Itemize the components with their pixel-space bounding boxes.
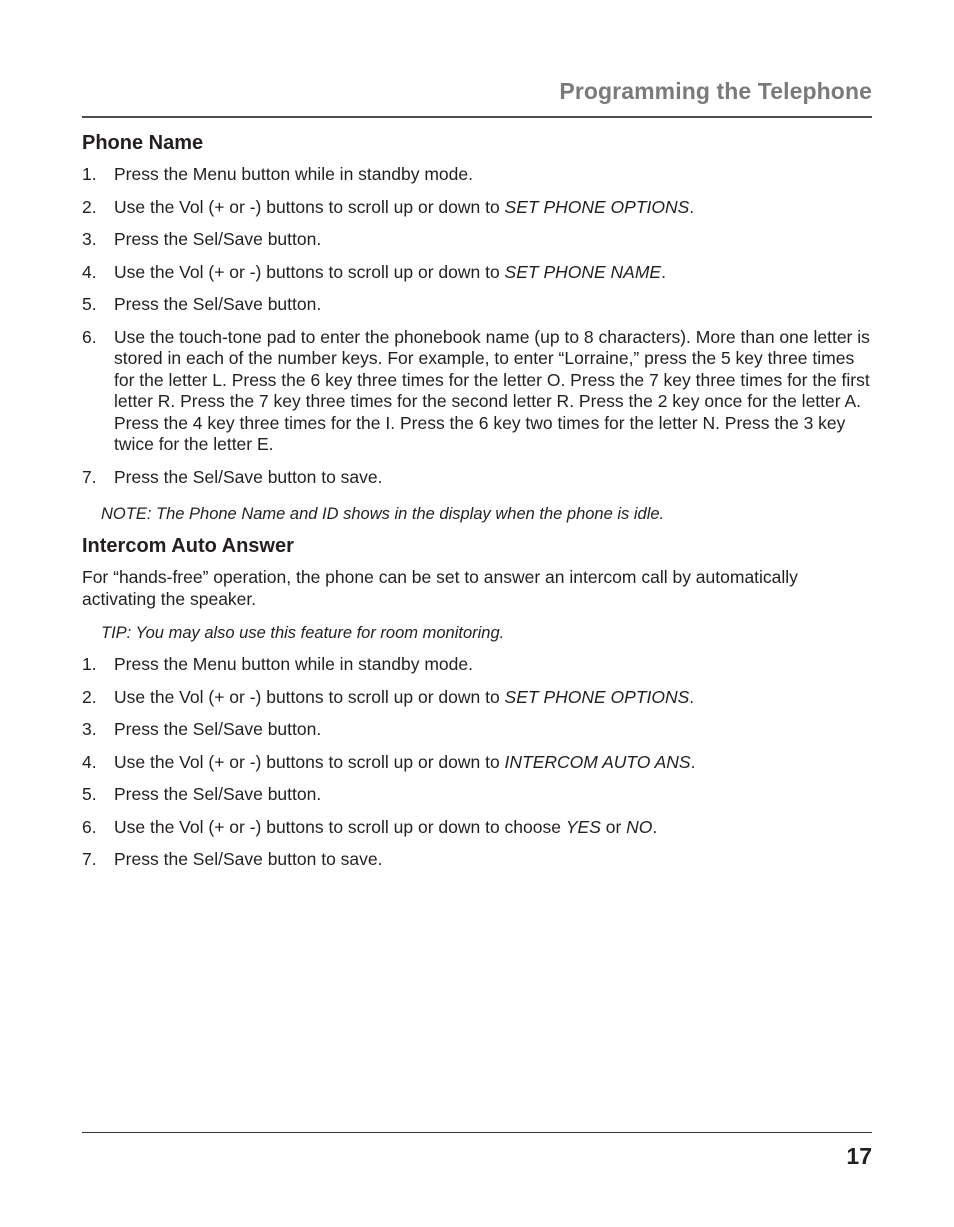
step-text-end: . <box>690 751 696 772</box>
list-item <box>82 849 872 871</box>
step-text: Use the Vol (+ or -) buttons to scroll up or down to <box>114 751 505 772</box>
step-number: 7. <box>82 466 97 487</box>
step-number: 1. <box>82 164 97 184</box>
step-number: 5. <box>82 784 97 804</box>
list-item <box>82 687 872 709</box>
step-number: 4. <box>82 751 97 772</box>
step-option-yes: YES <box>565 816 601 837</box>
step-text-end: . <box>661 261 666 282</box>
list-item <box>82 817 872 839</box>
step-text-join: or <box>600 816 627 837</box>
list-item <box>82 262 872 284</box>
step-text: Use the Vol (+ or -) buttons to scroll up or down to <box>114 196 505 217</box>
step-number: 7. <box>82 849 97 869</box>
step-text: Press the Menu button while in standby mode. <box>114 164 473 184</box>
list-item <box>82 197 872 219</box>
list-item <box>82 784 872 806</box>
list-item <box>82 294 872 316</box>
step-number: 1. <box>82 654 97 674</box>
step-text: Use the Vol (+ or -) buttons to scroll up or down to choose <box>114 816 566 837</box>
step-text: Use the Vol (+ or -) buttons to scroll up or down to <box>114 261 505 282</box>
page-content <box>82 132 872 871</box>
intro-paragraph: For “hands-free” operation, the phone can be set to answer an intercom call by automatically activating the speaker. <box>82 567 798 609</box>
section-title-phone-name: Phone Name <box>82 132 204 154</box>
step-number: 2. <box>82 196 97 217</box>
list-item <box>82 654 872 676</box>
list-item <box>82 467 872 489</box>
step-text: Press the Sel/Save button. <box>114 719 322 739</box>
step-number: 3. <box>82 229 97 249</box>
step-text: Press the Sel/Save button. <box>114 294 322 314</box>
step-text: Use the touch-tone pad to enter the phonebook name (up to 8 characters). More than one letter is stored in each of the number keys. For example, to enter “Lorraine,” press the 5 key three times for the letter L. Press the 6 key three times for the letter O. Press the 7 key three times for the first letter R. Press the 7 key three times for the second letter R. Press the 2 key once for the letter A. Press the 4 key three times for the I. Press the 6 key two times for the letter N. Press the 3 key twice for the letter E. <box>114 326 870 454</box>
note-text: NOTE: The Phone Name and ID shows in the display when the phone is idle. <box>101 505 665 523</box>
step-number: 4. <box>82 261 97 282</box>
step-number: 6. <box>82 326 97 347</box>
phone-name-steps <box>82 164 872 488</box>
step-number: 6. <box>82 816 97 837</box>
step-text: Press the Sel/Save button. <box>114 784 322 804</box>
step-menu-option: SET PHONE OPTIONS <box>504 686 690 707</box>
step-menu-option: SET PHONE NAME <box>504 261 662 282</box>
step-text: Use the Vol (+ or -) buttons to scroll up or down to <box>114 686 505 707</box>
step-number: 5. <box>82 294 97 314</box>
list-item <box>82 229 872 251</box>
tip-text: TIP: You may also use this feature for room monitoring. <box>101 624 505 642</box>
step-text: Press the Menu button while in standby mode. <box>114 654 473 674</box>
list-item <box>82 327 872 456</box>
step-text: Press the Sel/Save button. <box>114 229 322 249</box>
section-title-intercom: Intercom Auto Answer <box>82 535 294 557</box>
step-text-end: . <box>652 816 658 837</box>
step-text-end: . <box>689 686 695 707</box>
page-number: 17 <box>846 1143 872 1169</box>
step-option-no: NO <box>626 816 653 837</box>
step-number: 2. <box>82 686 97 707</box>
page-header-title: Programming the Telephone <box>559 78 872 104</box>
list-item <box>82 719 872 741</box>
header-divider <box>82 116 872 118</box>
step-menu-option: INTERCOM AUTO ANS <box>504 751 691 772</box>
step-number: 3. <box>82 719 97 739</box>
step-text: Press the Sel/Save button to save. <box>114 466 383 487</box>
step-text: Press the Sel/Save button to save. <box>114 849 383 869</box>
step-text-end: . <box>689 196 695 217</box>
intercom-steps <box>82 654 872 871</box>
list-item <box>82 752 872 774</box>
list-item <box>82 164 872 186</box>
footer-divider <box>82 1132 872 1133</box>
step-menu-option: SET PHONE OPTIONS <box>504 196 690 217</box>
